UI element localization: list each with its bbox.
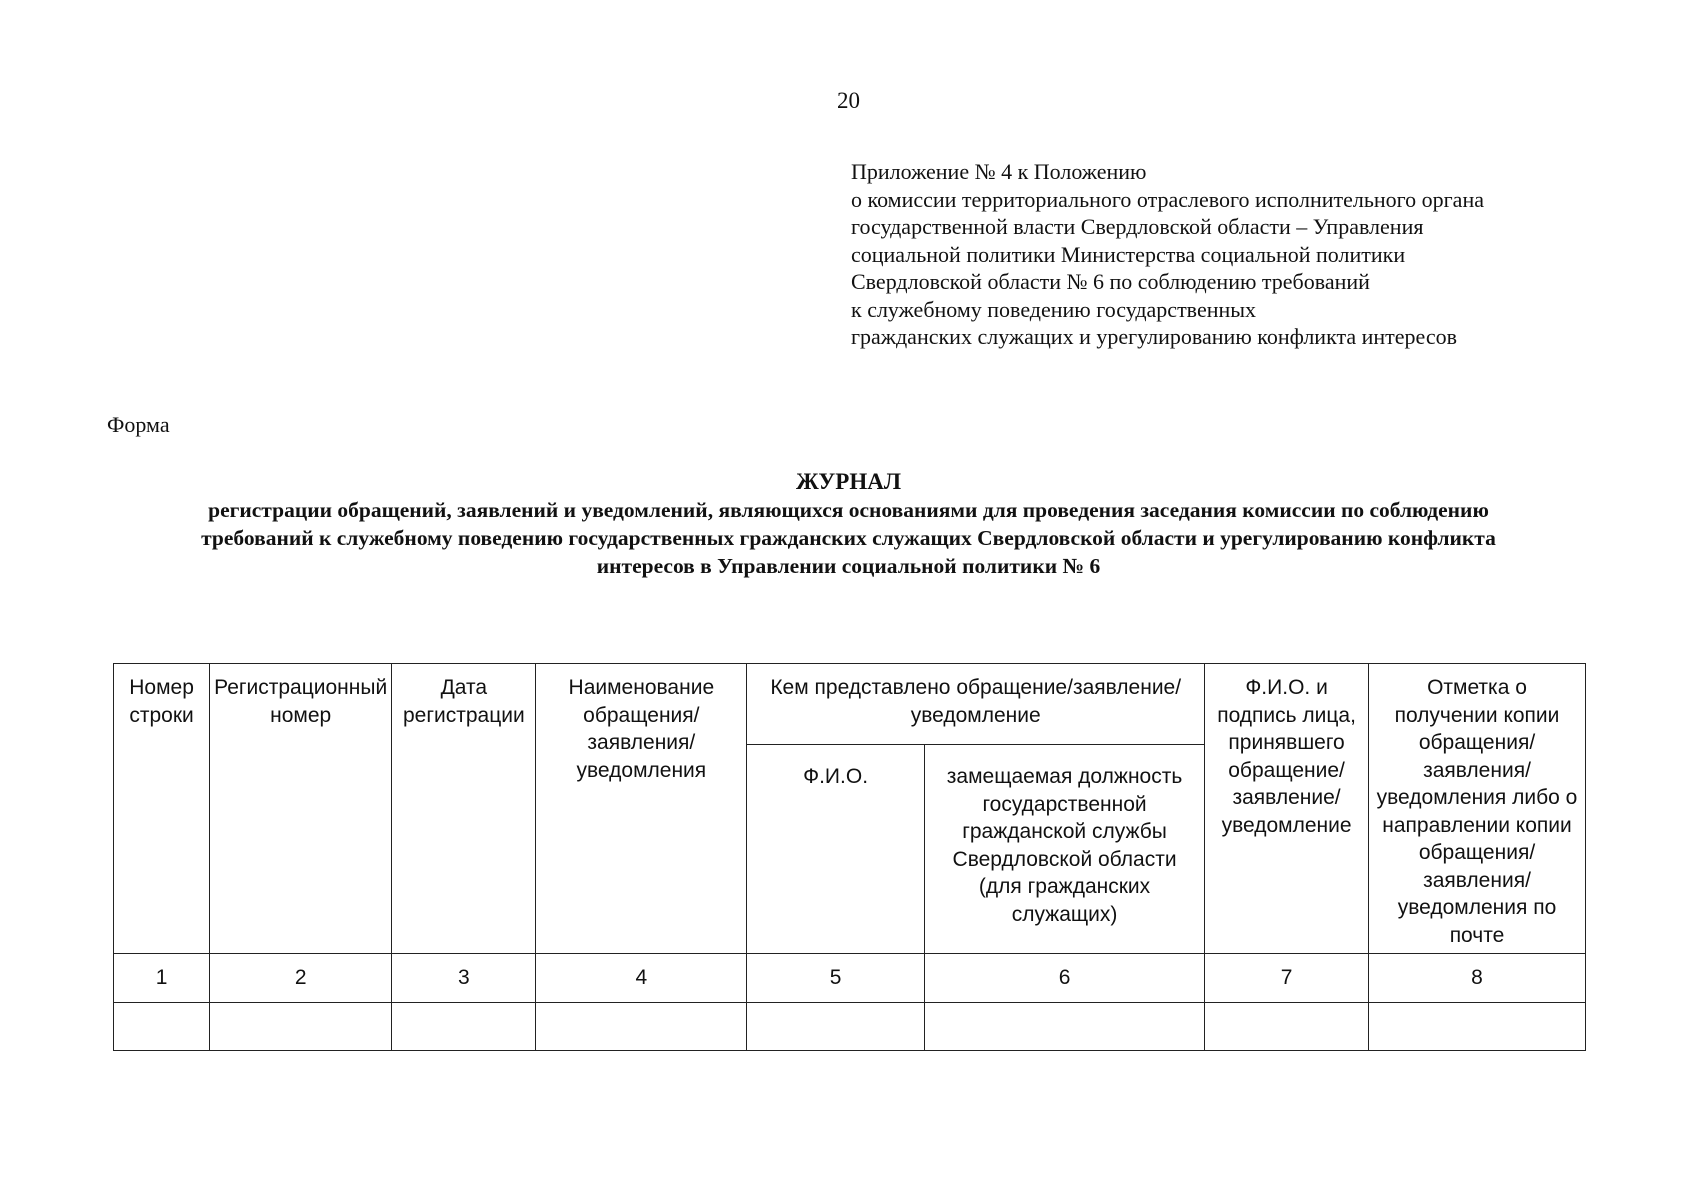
- empty-entry-row: [114, 1003, 1586, 1051]
- journal-subtitle-line: требований к служебному поведению государственных гражданских служащих Свердловской области и урегулированию конфликта: [201, 526, 1496, 550]
- entry-cell: [1368, 1003, 1585, 1051]
- entry-cell: [1205, 1003, 1369, 1051]
- journal-subtitle-line: регистрации обращений, заявлений и уведомлений, являющихся основаниями для проведения заседания комиссии по соблюдению: [208, 498, 1489, 522]
- appendix-line: Приложение № 4 к Положению: [851, 159, 1147, 184]
- entry-cell: [114, 1003, 210, 1051]
- header-submitter-position: замещаемая должность государственной гражданской службы Свердловской области (для гражданских служащих): [924, 745, 1204, 954]
- page-number: 20: [837, 88, 860, 113]
- journal-heading: ЖУРНАЛ: [796, 469, 901, 494]
- entry-cell: [210, 1003, 392, 1051]
- column-number: 7: [1205, 954, 1369, 1003]
- appendix-line: о комиссии территориального отраслевого исполнительного органа: [851, 186, 1484, 212]
- header-row-number: Номер строки: [114, 664, 210, 954]
- appendix-line: Свердловской области № 6 по соблюдению требований: [851, 269, 1370, 294]
- journal-table: [113, 663, 1586, 1051]
- appendix-note: [851, 158, 1484, 351]
- header-submitter-name: Ф.И.О.: [747, 745, 925, 954]
- form-label: Форма: [107, 412, 170, 437]
- column-numbers-row: [114, 954, 1586, 1003]
- journal-subtitle-line: интересов в Управлении социальной политики № 6: [596, 554, 1101, 578]
- column-number: 2: [210, 954, 392, 1003]
- header-submitted-by: Кем представлено обращение/заявление/уведомление: [747, 664, 1205, 745]
- appendix-line: гражданских служащих и урегулированию конфликта интересов: [851, 324, 1458, 349]
- column-number: 8: [1368, 954, 1585, 1003]
- entry-cell: [924, 1003, 1204, 1051]
- appendix-line: государственной власти Свердловской области – Управления: [851, 214, 1424, 239]
- column-number: 4: [536, 954, 747, 1003]
- entry-cell: [747, 1003, 925, 1051]
- column-number: 3: [392, 954, 536, 1003]
- column-number: 5: [747, 954, 925, 1003]
- header-registration-date: Дата регистрации: [392, 664, 536, 954]
- appendix-line: к служебному поведению государственных: [851, 296, 1257, 322]
- column-number: 6: [924, 954, 1204, 1003]
- journal-title-block: [100, 468, 1597, 580]
- header-document-name: Наименование обращения/заявления/уведомления: [536, 664, 747, 954]
- entry-cell: [392, 1003, 536, 1051]
- entry-cell: [536, 1003, 747, 1051]
- header-copy-receipt-mark: Отметка о получении копии обращения/заявления/уведомления либо о направлении копии обращения/заявления/уведомления по почте: [1368, 664, 1585, 954]
- appendix-line: социальной политики Министерства социальной политики: [851, 241, 1406, 267]
- column-number: 1: [114, 954, 210, 1003]
- header-receiver-signature: Ф.И.О. и подпись лица, принявшего обращение/заявление/уведомление: [1205, 664, 1369, 954]
- header-registration-number: Регистрационный номер: [210, 664, 392, 954]
